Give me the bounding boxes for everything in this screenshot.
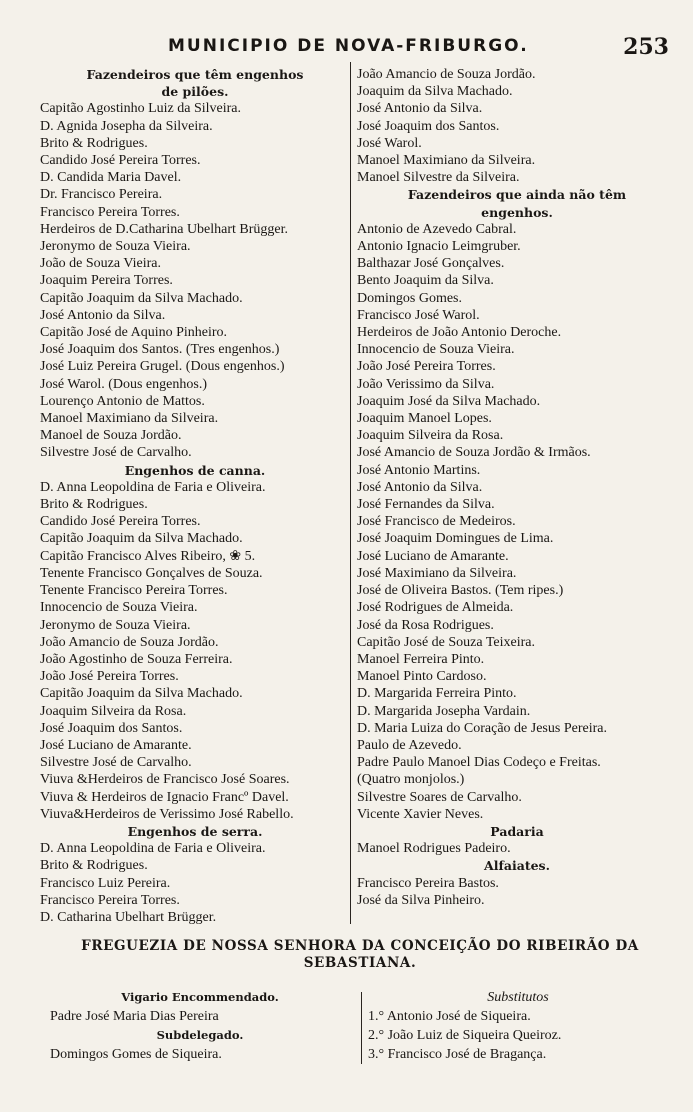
list-entry: José Warol. (Dous engenhos.): [40, 376, 207, 392]
list-entry: Balthazar José Gonçalves.: [357, 256, 505, 272]
left-column: [40, 66, 350, 926]
list-entry: Antonio de Azevedo Cabral.: [357, 221, 517, 237]
list-entry: Capitão José de Souza Teixeira.: [357, 634, 535, 650]
substituto-3: 3.° Francisco José de Bragança.: [368, 1047, 547, 1062]
list-entry: Francisco Pereira Torres.: [40, 204, 180, 220]
freguezia-title-line-2: SEBASTIANA.: [303, 955, 417, 971]
list-entry: Antonio Ignacio Leimgruber.: [357, 239, 521, 255]
list-entry: João Amancio de Souza Jordão.: [357, 67, 536, 82]
list-entry: João Amancio de Souza Jordão.: [40, 634, 219, 650]
list-entry: João José Pereira Torres.: [357, 359, 496, 375]
list-entry: José Antonio da Silva.: [40, 307, 166, 323]
list-entry: (Quatro monjolos.): [357, 772, 465, 788]
list-entry: Capitão Joaquim da Silva Machado.: [40, 686, 243, 702]
list-entry: João Verissimo da Silva.: [357, 376, 495, 392]
list-entry: José Rodrigues de Almeida.: [357, 600, 514, 616]
list-entry: José Amancio de Souza Jordão & Irmãos.: [357, 445, 591, 461]
list-entry: Joaquim Silveira da Rosa.: [357, 428, 504, 444]
list-entry: Manoel Ferreira Pinto.: [357, 651, 485, 667]
list-entry: Viuva&Herdeiros de Verissimo José Rabello.: [40, 806, 294, 822]
bottom-column-divider: [361, 992, 362, 1064]
list-entry: Viuva & Herdeiros de Ignacio Francº Davel.: [40, 789, 289, 805]
list-entry: Silvestre Soares de Carvalho.: [357, 789, 522, 805]
list-entry: José Warol.: [357, 135, 422, 151]
list-entry: Joaquim José da Silva Machado.: [357, 393, 541, 409]
list-entry: Domingos Gomes.: [357, 290, 462, 306]
list-entry: José Antonio da Silva.: [357, 479, 483, 495]
list-entry: Manoel Rodrigues Padeiro.: [357, 841, 511, 857]
list-entry: D. Maria Luiza do Coração de Jesus Pereira.: [357, 720, 607, 736]
list-entry: Francisco Pereira Bastos.: [357, 875, 499, 891]
right-column: [357, 66, 677, 909]
section-heading: Engenhos de canna.: [124, 462, 266, 478]
substituto-1: 1.° Antonio José de Siqueira.: [368, 1009, 531, 1024]
list-entry: Capitão Francisco Alves Ribeiro, ❀ 5.: [40, 548, 256, 564]
list-entry: Manoel de Souza Jordão.: [40, 428, 182, 444]
column-divider: [350, 62, 351, 924]
vigario-label: Vigario Encommendado.: [121, 990, 279, 1004]
list-entry: Candido José Pereira Torres.: [40, 514, 201, 530]
list-entry: Manoel Maximiano da Silveira.: [40, 411, 219, 427]
list-entry: José Francisco de Medeiros.: [357, 514, 516, 530]
subdelegado-name: Domingos Gomes de Siqueira.: [50, 1047, 222, 1062]
substituto-2: 2.° João Luiz de Siqueira Queiroz.: [368, 1028, 562, 1043]
list-entry: João Agostinho de Souza Ferreira.: [40, 651, 233, 667]
list-entry: José Antonio Martins.: [357, 462, 481, 478]
list-entry: José Luiz Pereira Grugel. (Dous engenhos.): [40, 359, 285, 375]
section-heading: Padaria: [490, 823, 544, 839]
list-entry: Jeronymo de Souza Vieira.: [40, 239, 191, 255]
list-entry: Lourenço Antonio de Mattos.: [40, 393, 205, 409]
list-entry: D. Agnida Josepha da Silveira.: [40, 118, 213, 134]
list-entry: José Luciano de Amarante.: [357, 548, 509, 564]
list-entry: Joaquim Pereira Torres.: [40, 273, 173, 289]
list-entry: José Maximiano da Silveira.: [357, 565, 517, 581]
list-entry: Capitão Agostinho Luiz da Silveira.: [40, 101, 242, 117]
list-entry: José Joaquim dos Santos.: [357, 118, 500, 134]
list-entry: Vicente Xavier Neves.: [357, 806, 484, 822]
list-entry: Dr. Francisco Pereira.: [40, 187, 163, 203]
list-entry: Padre Paulo Manoel Dias Codeço e Freitas.: [357, 755, 601, 771]
list-entry: Jeronymo de Souza Vieira.: [40, 617, 191, 633]
section-heading: engenhos.: [481, 204, 553, 220]
list-entry: Francisco Luiz Pereira.: [40, 875, 171, 891]
list-entry: Viuva &Herdeiros de Francisco José Soares.: [40, 772, 290, 788]
list-entry: Francisco Pereira Torres.: [40, 892, 180, 908]
list-entry: Capitão Joaquim da Silva Machado.: [40, 290, 243, 306]
list-entry: D. Anna Leopoldina de Faria e Oliveira.: [40, 841, 266, 857]
list-entry: José da Rosa Rodrigues.: [357, 617, 494, 633]
section-heading: Alfaiates.: [484, 858, 550, 874]
list-entry: Manoel Silvestre da Silveira.: [357, 170, 520, 186]
list-entry: Herdeiros de D.Catharina Ubelhart Brügger.: [40, 221, 289, 237]
list-entry: Brito & Rodrigues.: [40, 858, 148, 874]
list-entry: Tenente Francisco Gonçalves de Souza.: [40, 565, 263, 581]
running-head: [0, 36, 693, 66]
list-entry: Manoel Pinto Cardoso.: [357, 669, 487, 685]
list-entry: Candido José Pereira Torres.: [40, 153, 201, 169]
section-heading: Engenhos de serra.: [127, 823, 263, 839]
list-entry: Tenente Francisco Pereira Torres.: [40, 583, 228, 599]
list-entry: Paulo de Azevedo.: [357, 737, 462, 753]
list-entry: Brito & Rodrigues.: [40, 135, 148, 151]
page-number: 253: [623, 34, 669, 60]
list-entry: Bento Joaquim da Silva.: [357, 273, 494, 289]
list-entry: Manoel Maximiano da Silveira.: [357, 153, 536, 169]
list-entry: D. Margarida Ferreira Pinto.: [357, 686, 517, 702]
freguezia-title-line-1: FREGUEZIA DE NOSSA SENHORA DA CONCEIÇÃO DO RIBEIRÃO DA: [81, 938, 639, 954]
list-entry: Silvestre José de Carvalho.: [40, 445, 192, 461]
vigario-name: Padre José Maria Dias Pereira: [50, 1009, 219, 1024]
list-entry: José Antonio da Silva.: [357, 101, 483, 117]
freguezia-substitutos: [368, 988, 668, 1064]
section-heading: Fazendeiros que têm engenhos: [86, 67, 304, 82]
list-entry: João de Souza Vieira.: [40, 256, 161, 272]
list-entry: Silvestre José de Carvalho.: [40, 755, 192, 771]
list-entry: João José Pereira Torres.: [40, 669, 179, 685]
list-entry: Brito & Rodrigues.: [40, 497, 148, 513]
list-entry: Joaquim Silveira da Rosa.: [40, 703, 187, 719]
running-title: MUNICIPIO DE NOVA-FRIBURGO.: [168, 36, 529, 56]
list-entry: José Fernandes da Silva.: [357, 497, 495, 513]
section-heading: de pilões.: [161, 84, 229, 100]
list-entry: D. Margarida Josepha Vardain.: [357, 703, 531, 719]
list-entry: Innocencio de Souza Vieira.: [40, 600, 198, 616]
list-entry: José da Silva Pinheiro.: [357, 892, 485, 908]
list-entry: D. Candida Maria Davel.: [40, 170, 182, 186]
list-entry: Francisco José Warol.: [357, 307, 480, 323]
list-entry: José Luciano de Amarante.: [40, 737, 192, 753]
list-entry: Innocencio de Souza Vieira.: [357, 342, 515, 358]
list-entry: José de Oliveira Bastos. (Tem ripes.): [357, 583, 564, 599]
list-entry: D. Catharina Ubelhart Brügger.: [40, 909, 217, 925]
freguezia-officials: [50, 988, 350, 1064]
list-entry: José Joaquim Domingues de Lima.: [357, 531, 554, 547]
substitutos-label: Substitutos: [487, 990, 549, 1005]
list-entry: Herdeiros de João Antonio Deroche.: [357, 325, 562, 341]
freguezia-title: [40, 938, 680, 972]
list-entry: José Joaquim dos Santos. (Tres engenhos.): [40, 342, 280, 358]
list-entry: Joaquim da Silva Machado.: [357, 84, 513, 100]
list-entry: Capitão Joaquim da Silva Machado.: [40, 531, 243, 547]
subdelegado-label: Subdelegado.: [156, 1028, 244, 1042]
list-entry: Joaquim Manoel Lopes.: [357, 411, 492, 427]
list-entry: José Joaquim dos Santos.: [40, 720, 183, 736]
section-heading: Fazendeiros que ainda não têm: [407, 187, 627, 203]
list-entry: Capitão José de Aquino Pinheiro.: [40, 325, 228, 341]
list-entry: D. Anna Leopoldina de Faria e Oliveira.: [40, 479, 266, 495]
